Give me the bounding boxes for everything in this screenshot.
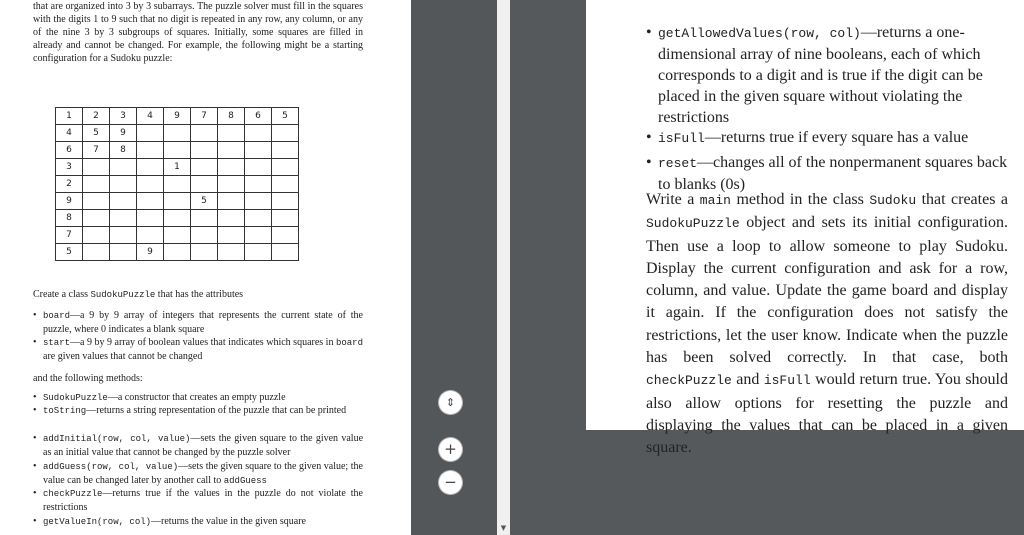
grid-row [56,227,299,244]
grid-cell [137,193,164,210]
grid-cell [272,227,299,244]
grid-cell: 9 [110,125,137,142]
sudoku-grid [55,107,299,261]
grid-cell: 4 [56,125,83,142]
grid-cell: 1 [56,108,83,125]
attr-start: • start—a 9 by 9 array of boolean values that indicates which squares in board are given values that cannot be changed [33,336,363,363]
grid-row [56,159,299,176]
grid-cell [272,176,299,193]
grid-cell [137,159,164,176]
grid-cell [83,193,110,210]
grid-cell: 4 [137,108,164,125]
plus-icon: + [444,440,457,458]
grid-cell [272,159,299,176]
grid-cell [137,125,164,142]
grid-cell [110,244,137,261]
grid-row [56,244,299,261]
method-addinitial: • addInitial(row, col, value)—sets the given square to the given value as an initial value that cannot be changed by the puzzle solver [33,432,363,459]
vertical-scrollbar[interactable] [497,0,510,535]
grid-cell: 3 [110,108,137,125]
minus-icon: − [444,473,457,491]
grid-cell: 7 [56,227,83,244]
grid-cell: 5 [191,193,218,210]
method-addguess: • addGuess(row, col, value)—sets the given square to the given value; the value can be changed later by another call to addGuess [33,460,363,488]
grid-cell [83,210,110,227]
grid-cell: 5 [56,244,83,261]
grid-cell [164,244,191,261]
grid-row [56,176,299,193]
create-class-line: Create a class SudokuPuzzle that has the attributes [33,289,244,300]
grid-cell [272,210,299,227]
grid-cell [164,227,191,244]
grid-cell [191,227,218,244]
grid-cell [110,210,137,227]
zoom-out-button[interactable] [439,471,462,494]
grid-cell: 2 [83,108,110,125]
grid-cell [164,142,191,159]
grid-cell: 9 [56,193,83,210]
method-getvaluein: • getValueIn(row, col)—returns the value in the given square [33,515,363,529]
grid-cell [245,193,272,210]
grid-cell [191,142,218,159]
grid-cell [110,193,137,210]
grid-cell [218,193,245,210]
grid-cell [245,210,272,227]
grid-cell [218,176,245,193]
attr-board: • board—a 9 by 9 array of integers that represents the current state of the puzzle, where 0 indicates a blank square [33,309,363,336]
grid-cell [218,210,245,227]
grid-cell: 5 [272,108,299,125]
scroll-down-button[interactable] [497,523,510,533]
methods-intro: and the following methods: [33,373,143,384]
grid-cell [83,244,110,261]
grid-cell [272,125,299,142]
grid-cell [164,176,191,193]
fit-page-button[interactable] [439,391,462,414]
zoom-in-button[interactable] [439,438,462,461]
grid-cell [83,176,110,193]
chevron-down-icon: ▼ [500,524,507,532]
grid-cell [218,142,245,159]
grid-cell [272,142,299,159]
grid-cell: 8 [110,142,137,159]
grid-row [56,193,299,210]
grid-cell: 6 [56,142,83,159]
grid-cell [191,176,218,193]
grid-cell: 8 [218,108,245,125]
grid-cell [245,227,272,244]
grid-cell: 9 [164,108,191,125]
method-checkpuzzle: • checkPuzzle—returns true if the values in the puzzle do not violate the restrictions [33,487,363,514]
grid-cell [245,125,272,142]
grid-cell [272,244,299,261]
grid-cell [110,227,137,244]
grid-cell [245,142,272,159]
grid-cell [137,176,164,193]
grid-cell [191,210,218,227]
grid-row [56,125,299,142]
grid-cell: 2 [56,176,83,193]
grid-cell [164,210,191,227]
grid-cell: 6 [245,108,272,125]
grid-cell [164,193,191,210]
fit-page-icon: ⇕ [445,396,456,409]
grid-cell: 7 [83,142,110,159]
grid-cell: 1 [164,159,191,176]
grid-cell: 9 [137,244,164,261]
grid-cell [110,159,137,176]
grid-cell [245,244,272,261]
left-page [0,0,411,535]
grid-row [56,108,299,125]
grid-cell: 8 [56,210,83,227]
grid-cell [191,125,218,142]
grid-cell [218,244,245,261]
grid-cell [137,227,164,244]
grid-cell [110,176,137,193]
grid-cell [83,227,110,244]
grid-cell [137,210,164,227]
grid-cell [272,193,299,210]
grid-cell [83,159,110,176]
viewer-gutter [411,0,497,535]
grid-cell [245,176,272,193]
grid-row [56,210,299,227]
method-tostring: • toString—returns a string representation of the puzzle that can be printed [33,404,363,418]
grid-cell [137,142,164,159]
method-isfull: • isFull—returns true if every square has a value [646,127,1008,149]
grid-cell [218,125,245,142]
grid-cell [218,159,245,176]
intro-paragraph: that are organized into 3 by 3 subarrays. The puzzle solver must fill in the squares with the digits 1 to 9 such that no digit is repeated in any row, any column, or any of the nine 3 by 3 subgroups of squares. Initially, some squares are filled in already and cannot be changed. For example, the following might be a starting configuration for a Sudoku puzzle: [33,1,363,64]
grid-cell [218,227,245,244]
grid-cell: 7 [191,108,218,125]
grid-cell [164,125,191,142]
grid-cell: 5 [83,125,110,142]
main-method-paragraph: Write a main method in the class Sudoku that creates a SudokuPuzzle object and sets its initial configuration. Then use a loop to allow someone to play Sudoku. Display the current configuration and ask for a row, column, and value. Update the game board and display it again. If the configuration does not satisfy the restrictions, let the user know. Indicate when the puzzle has been solved correctly. In that case, both checkPuzzle and isFull would return true. You should also allow options for resetting the puzzle and displaying the values that can be placed in a given square. [646,191,1008,457]
grid-cell [191,159,218,176]
grid-row [56,142,299,159]
grid-cell [191,244,218,261]
method-reset: • reset—changes all of the nonpermanent squares back to blanks (0s) [646,152,1008,195]
grid-cell: 3 [56,159,83,176]
method-getallowedvalues: • getAllowedValues(row, col)—returns a one-dimensional array of nine booleans, each of which corresponds to a digit and is true if the digit can be placed in the given square without violating the restrictions [646,22,1008,128]
grid-cell [245,159,272,176]
method-constructor: • SudokuPuzzle—a constructor that creates an empty puzzle [33,391,363,405]
